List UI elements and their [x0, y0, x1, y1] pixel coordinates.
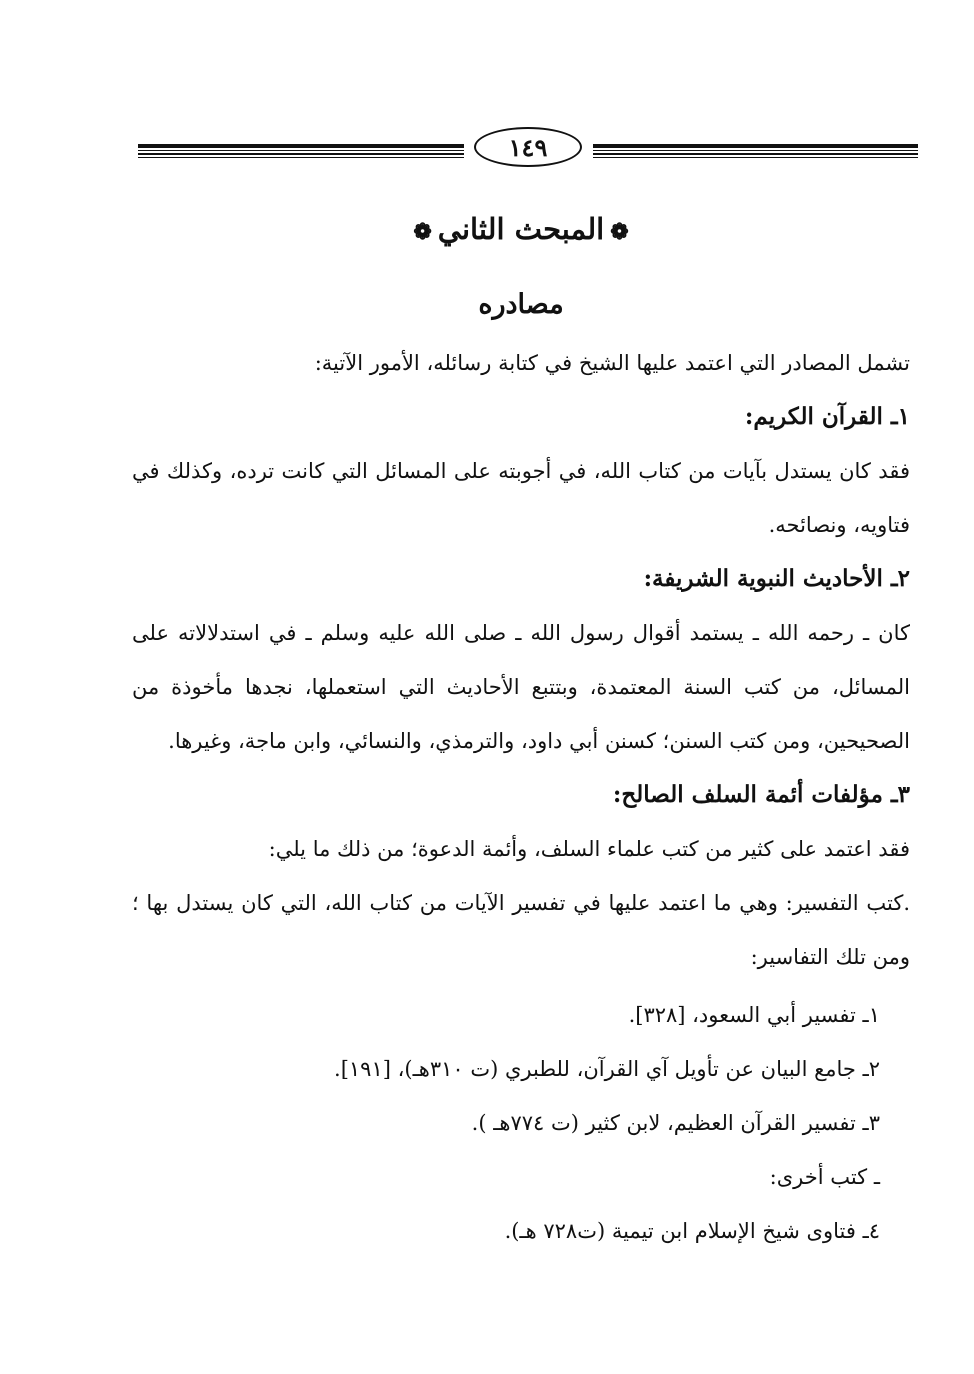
source-text-quran: فقد كان يستدل بآيات من كتاب الله، في أجوبته على المسائل التي كانت ترده، وكذلك في فتاويه، ونصائحه. [132, 459, 910, 537]
list-item: ٤ـ فتاوى شيخ الإسلام ابن تيمية (ت٧٢٨ هـ). [504, 1219, 880, 1243]
section-title: مصادره [478, 289, 564, 320]
source-text-salaf: فقد اعتمد على كثير من كتب علماء السلف، وأئمة الدعوة؛ من ذلك ما يلي: [268, 837, 910, 861]
ornament-right-icon: ❁ [610, 219, 629, 245]
list-item: ١ـ تفسير أبي السعود، [٣٢٨]. [628, 1003, 880, 1027]
page-number-badge [474, 127, 582, 167]
list-item: ٢ـ جامع البيان عن تأويل آي القرآن، للطبري (ت ٣١٠هـ)، [١٩١]. [334, 1057, 880, 1081]
chapter-title: المبحث الثاني [437, 212, 605, 246]
source-text-hadith: كان ـ رحمه الله ـ يستمد أقوال رسول الله ـ صلى الله عليه وسلم ـ في استدلالاته على المسائل، من كتب السنة المعتمدة، وبتتبع الأحاديث التي استعملها، نجدها مأخوذة من الصحيحين، ومن كتب السنن؛ كسنن أبي داود، والترمذي، والنسائي، وابن ماجة، وغيرها. [132, 621, 910, 753]
tafsir-intro: .كتب التفسير: وهي ما اعتمد عليها في تفسير الآيات من كتاب الله، التي كان يستدل بها ؛ ومن تلك التفاسير: [132, 891, 910, 969]
intro-paragraph: تشمل المصادر التي اعتمد عليها الشيخ في كتابة رسائله، الأمور الآتية: [314, 351, 910, 375]
chapter-title-block [132, 198, 910, 260]
source-heading-hadith: ٢ـ الأحاديث النبوية الشريفة: [643, 565, 910, 592]
other-books-heading: ـ كتب أخرى: [769, 1165, 880, 1189]
ornament-left-icon: ❁ [413, 219, 432, 245]
page-body [132, 198, 910, 1258]
source-heading-salaf: ٣ـ مؤلفات أئمة السلف الصالح: [612, 781, 910, 808]
list-item: ٣ـ تفسير القرآن العظيم، لابن كثير (ت ٧٧٤هـ ). [471, 1111, 880, 1135]
page-header [138, 118, 918, 180]
source-heading-quran: ١ـ القرآن الكريم: [744, 403, 910, 430]
page-number: ١٤٩ [508, 132, 548, 162]
